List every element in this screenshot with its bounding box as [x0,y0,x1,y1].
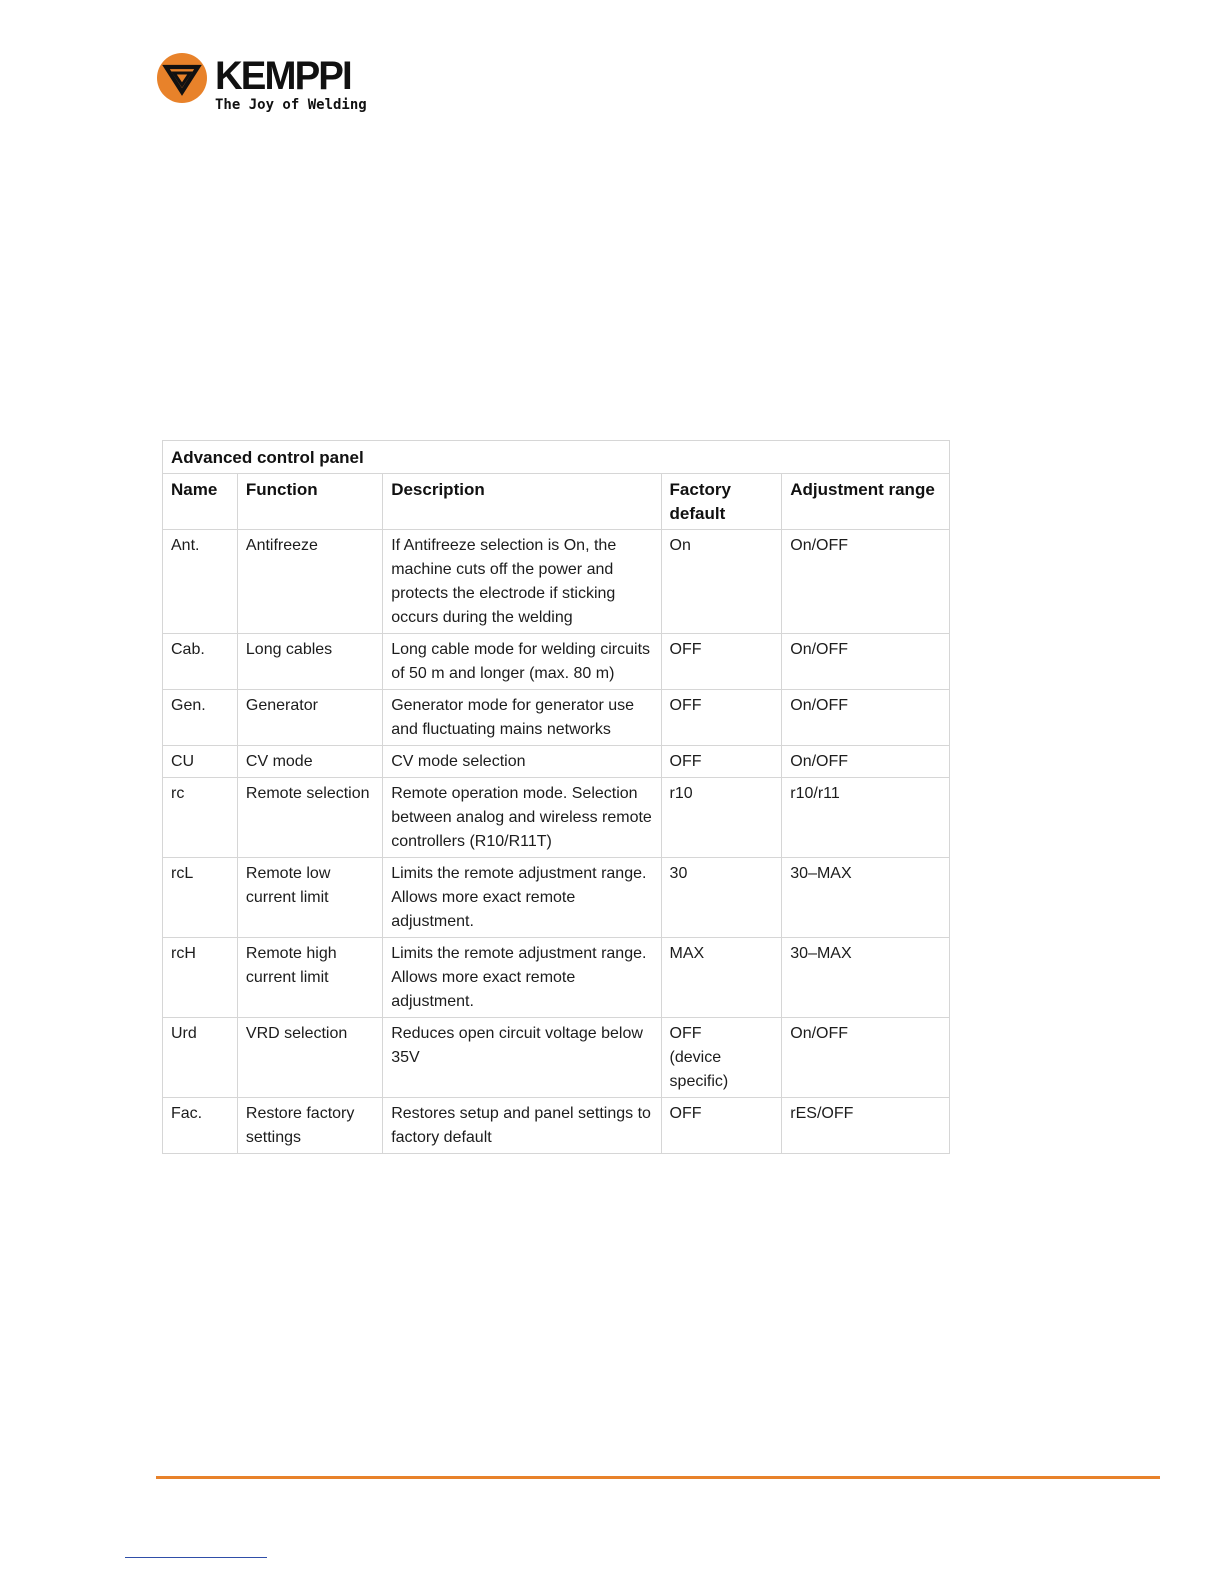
table-caption: Advanced control panel [163,441,950,474]
cell-adjustment-range: On/OFF [782,690,950,746]
cell-function: Remote low current limit [237,858,382,938]
cell-factory-default: OFF (device specific) [661,1018,782,1098]
table-row [163,746,950,778]
cell-adjustment-range: r10/r11 [782,778,950,858]
table-row [163,690,950,746]
cell-function: VRD selection [237,1018,382,1098]
cell-factory-default: OFF [661,746,782,778]
cell-name: rcL [163,858,238,938]
cell-name: rcH [163,938,238,1018]
cell-function: Remote selection [237,778,382,858]
cell-adjustment-range: On/OFF [782,746,950,778]
cell-description: Limits the remote adjustment range. Allows more exact remote adjustment. [383,938,661,1018]
cell-function: CV mode [237,746,382,778]
cell-factory-default: On [661,530,782,634]
cell-function: Remote high current limit [237,938,382,1018]
cell-adjustment-range: On/OFF [782,1018,950,1098]
cell-description: CV mode selection [383,746,661,778]
cell-description: Restores setup and panel settings to factory default [383,1098,661,1154]
header-function: Function [237,474,382,530]
table-row [163,1018,950,1098]
header-name: Name [163,474,238,530]
cell-description: Limits the remote adjustment range. Allows more exact remote adjustment. [383,858,661,938]
cell-function: Generator [237,690,382,746]
kemppi-shield-icon [156,52,208,104]
cell-function: Restore factory settings [237,1098,382,1154]
cell-factory-default: MAX [661,938,782,1018]
footer-divider [156,1476,1160,1479]
table-row [163,778,950,858]
header-description: Description [383,474,661,530]
cell-adjustment-range: 30–MAX [782,858,950,938]
table-caption-row [163,441,950,474]
cell-description: Reduces open circuit voltage below 35V [383,1018,661,1098]
cell-factory-default: OFF [661,634,782,690]
brand-name: KEMPPI [215,54,351,98]
advanced-control-panel-table [162,440,950,1154]
cell-function: Long cables [237,634,382,690]
cell-name: Cab. [163,634,238,690]
cell-description: If Antifreeze selection is On, the machine cuts off the power and protects the electrode if sticking occurs during the welding [383,530,661,634]
cell-function: Antifreeze [237,530,382,634]
cell-name: Gen. [163,690,238,746]
table-row [163,938,950,1018]
cell-adjustment-range: On/OFF [782,530,950,634]
cell-name: CU [163,746,238,778]
cell-factory-default: r10 [661,778,782,858]
cell-adjustment-range: On/OFF [782,634,950,690]
cell-name: Urd [163,1018,238,1098]
cell-name: rc [163,778,238,858]
kemppi-logo [156,52,386,118]
cell-factory-default: 30 [661,858,782,938]
cell-adjustment-range: 30–MAX [782,938,950,1018]
table-header-row [163,474,950,530]
cell-description: Long cable mode for welding circuits of 50 m and longer (max. 80 m) [383,634,661,690]
cell-adjustment-range: rES/OFF [782,1098,950,1154]
header-adjustment-range: Adjustment range [782,474,950,530]
cell-name: Fac. [163,1098,238,1154]
header-factory-default: Factory default [661,474,782,530]
cell-factory-default: OFF [661,1098,782,1154]
table-row [163,634,950,690]
cell-description: Remote operation mode. Selection between analog and wireless remote controllers (R10/R11T) [383,778,661,858]
footer-link-underline [125,1557,267,1558]
cell-name: Ant. [163,530,238,634]
table-row [163,1098,950,1154]
table-row [163,858,950,938]
cell-factory-default: OFF [661,690,782,746]
cell-description: Generator mode for generator use and fluctuating mains networks [383,690,661,746]
table-row [163,530,950,634]
brand-tagline: The Joy of Welding [215,97,367,113]
